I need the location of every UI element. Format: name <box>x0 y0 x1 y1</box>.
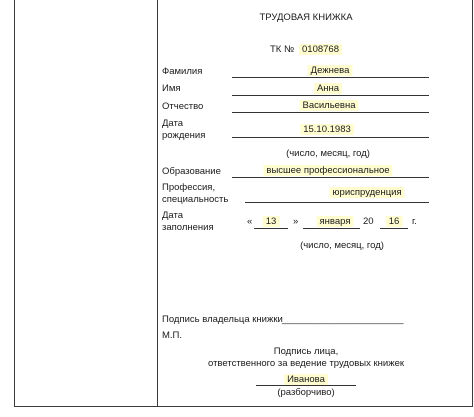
fill-date-year-prefix: 20 <box>363 216 374 227</box>
responsible-name-underline <box>256 385 356 386</box>
fill-date-hint: (число, месяц, год) <box>300 240 384 251</box>
profession-value: юриспруденция <box>329 187 404 198</box>
stamp-label: М.П. <box>162 330 183 341</box>
name-underline <box>232 95 429 96</box>
patronymic-underline <box>232 112 429 113</box>
education-value: высшее профессиональное <box>263 165 392 176</box>
birth-date-label-line2: рождения <box>162 130 206 141</box>
fill-date-label-line1: Дата <box>162 210 184 221</box>
patronymic-value: Васильевна <box>299 100 358 111</box>
column-divider <box>157 0 158 407</box>
fill-date-label-line2: заполнения <box>162 222 214 233</box>
name-label: Имя <box>162 83 181 94</box>
name-value: Анна <box>314 83 342 94</box>
responsible-hint: (разборчиво) <box>277 387 335 398</box>
fill-date-quote-open: « <box>247 216 253 227</box>
surname-label: Фамилия <box>162 66 203 77</box>
patronymic-label: Отчество <box>162 101 204 112</box>
responsible-signature-line2: ответственного за ведение трудовых книжек <box>207 358 405 369</box>
responsible-name: Иванова <box>284 374 328 385</box>
fill-date-month-underline <box>303 228 360 229</box>
profession-underline <box>245 202 429 203</box>
profession-label-line2: специальность <box>162 194 229 205</box>
owner-signature-label: Подпись владельца книжки <box>162 314 283 325</box>
surname-value: Дежнева <box>308 65 353 76</box>
birth-date-underline <box>232 137 429 138</box>
birth-date-value: 15.10.1983 <box>300 124 354 135</box>
birth-date-hint: (число, месяц, год) <box>286 148 370 159</box>
fill-date-year-suffix: 16 <box>386 216 403 227</box>
education-label: Образование <box>162 166 221 177</box>
fill-date-month: января <box>317 216 354 227</box>
owner-signature-line: _______________________ <box>282 314 404 325</box>
document-number: 0108768 <box>299 44 342 55</box>
document-title: ТРУДОВАЯ КНИЖКА <box>259 12 353 23</box>
responsible-signature-line1: Подпись лица, <box>273 346 339 357</box>
profession-label-line1: Профессия, <box>162 182 216 193</box>
fill-date-quote-close: » <box>293 216 299 227</box>
surname-underline <box>232 77 429 78</box>
fill-date-year-unit: г. <box>412 216 417 227</box>
education-underline <box>232 177 429 178</box>
page-frame <box>14 0 473 407</box>
number-label: ТК № <box>270 44 295 55</box>
fill-date-day-underline <box>254 228 288 229</box>
birth-date-label-line1: Дата <box>162 118 184 129</box>
fill-date-day: 13 <box>263 216 280 227</box>
fill-date-year-underline <box>380 228 408 229</box>
